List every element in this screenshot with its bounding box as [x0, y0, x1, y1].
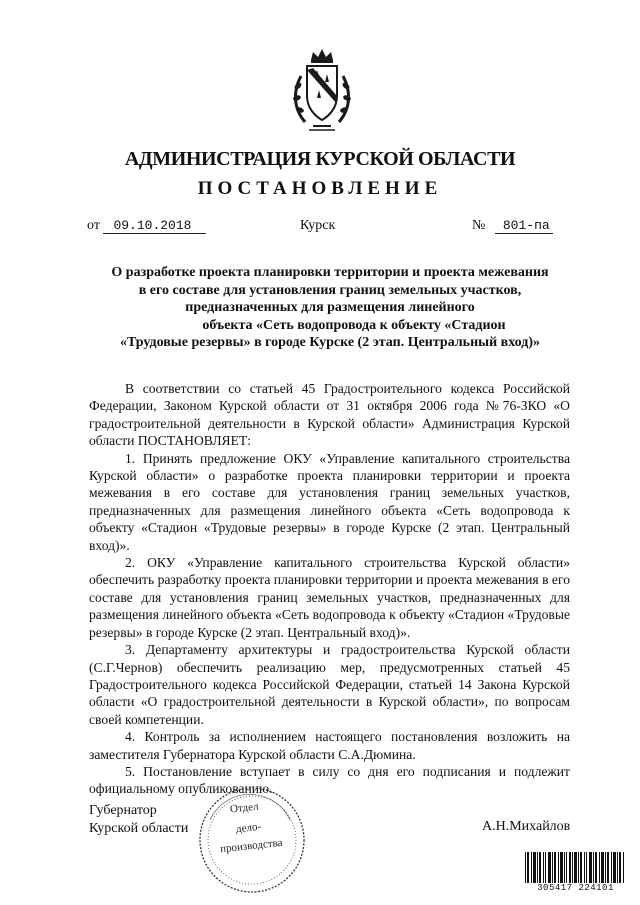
document-city: Курск [300, 218, 336, 233]
document-heading [92, 264, 568, 352]
body-paragraph: 1. Принять предложение ОКУ «Управление капитального строительства Курской области» о разработке проекта планировки территории и проекта межевания в его составе для установления границ земельных участков, предназначенных для размещения линейного объекта «Сеть водопровода к объекту «Стадион «Трудовые резервы» в городе Курске (2 этап. Центральный вход)». [89, 450, 570, 553]
stamp-line: Отдел [229, 800, 260, 816]
heading-line: объекта «Сеть водопровода к объекту «Стадион [202, 317, 506, 333]
document-number [472, 218, 553, 234]
signer-position-line: Губернатор [89, 803, 157, 818]
stamp-line: дело- [235, 820, 262, 836]
heading-line: «Трудовые резервы» в городе Курске (2 этап. Центральный вход)» [119, 335, 541, 351]
date-value: 09.10.2018 [103, 218, 206, 234]
barcode [524, 852, 627, 894]
stamp-circle-icon [190, 780, 310, 898]
body-paragraph: 5. Постановление вступает в силу со дня его подписания и подлежит официальному опубликованию. [89, 763, 570, 797]
document-date [87, 218, 206, 234]
date-prefix: от [87, 218, 100, 233]
document-body [89, 380, 570, 798]
signer-name: А.Н.Михайлов [482, 819, 571, 834]
heading-line: предназначенных для размещения линейного [185, 300, 475, 316]
office-stamp [190, 780, 310, 898]
body-paragraph: 3. Департаменту архитектуры и градостроительства Курской области (С.Г.Чернов) обеспечить реализацию мер, предусмотренных статьей 45 Градостроительного кодекса Российской Федерации, статьей 14 Закона Курской области «О градостроительной деятельности в Курской области», по вопросам своей компетенции. [89, 642, 570, 727]
organization-title: АДМИНИСТРАЦИЯ КУРСКОЙ ОБЛАСТИ [124, 148, 516, 170]
body-paragraph: 2. ОКУ «Управление капитального строительства Курской области» обеспечить разработку проекта планировки территории и проекта межевания в его составе для установления границ земельных участков, предназначенных для размещения линейного объекта «Сеть водопровода к объекту «Стадион «Трудовые резервы» в городе Курске (2 этап. Центральный вход)». [89, 555, 570, 640]
stamp-line: производства [219, 836, 284, 856]
body-paragraph: В соответствии со статьей 45 Градостроительного кодекса Российской Федерации, Законом Курской области от 31 октября 2006 года №76-ЗКО «О градостроительной деятельности в Курской области» Администрация Курской области ПОСТАНОВЛЯЕТ: [89, 381, 570, 449]
coat-of-arms-icon [291, 46, 353, 132]
heading-line: в его составе для установления границ земельных участков, [138, 282, 522, 298]
number-value: 801-па [495, 218, 553, 234]
number-prefix: № [472, 218, 486, 233]
barcode-digits: 305417 224101 [524, 883, 627, 893]
body-paragraph: 4. Контроль за исполнением настоящего постановления возложить на заместителя Губернатора Курской области С.А.Дюмина. [89, 729, 570, 762]
signer-position-line: Курской области [89, 820, 189, 836]
heading-line: О разработке проекта планировки территории и проекта межевания [111, 265, 549, 280]
document-type-title: ПОСТАНОВЛЕНИЕ [197, 178, 443, 199]
signer-position [89, 802, 188, 837]
